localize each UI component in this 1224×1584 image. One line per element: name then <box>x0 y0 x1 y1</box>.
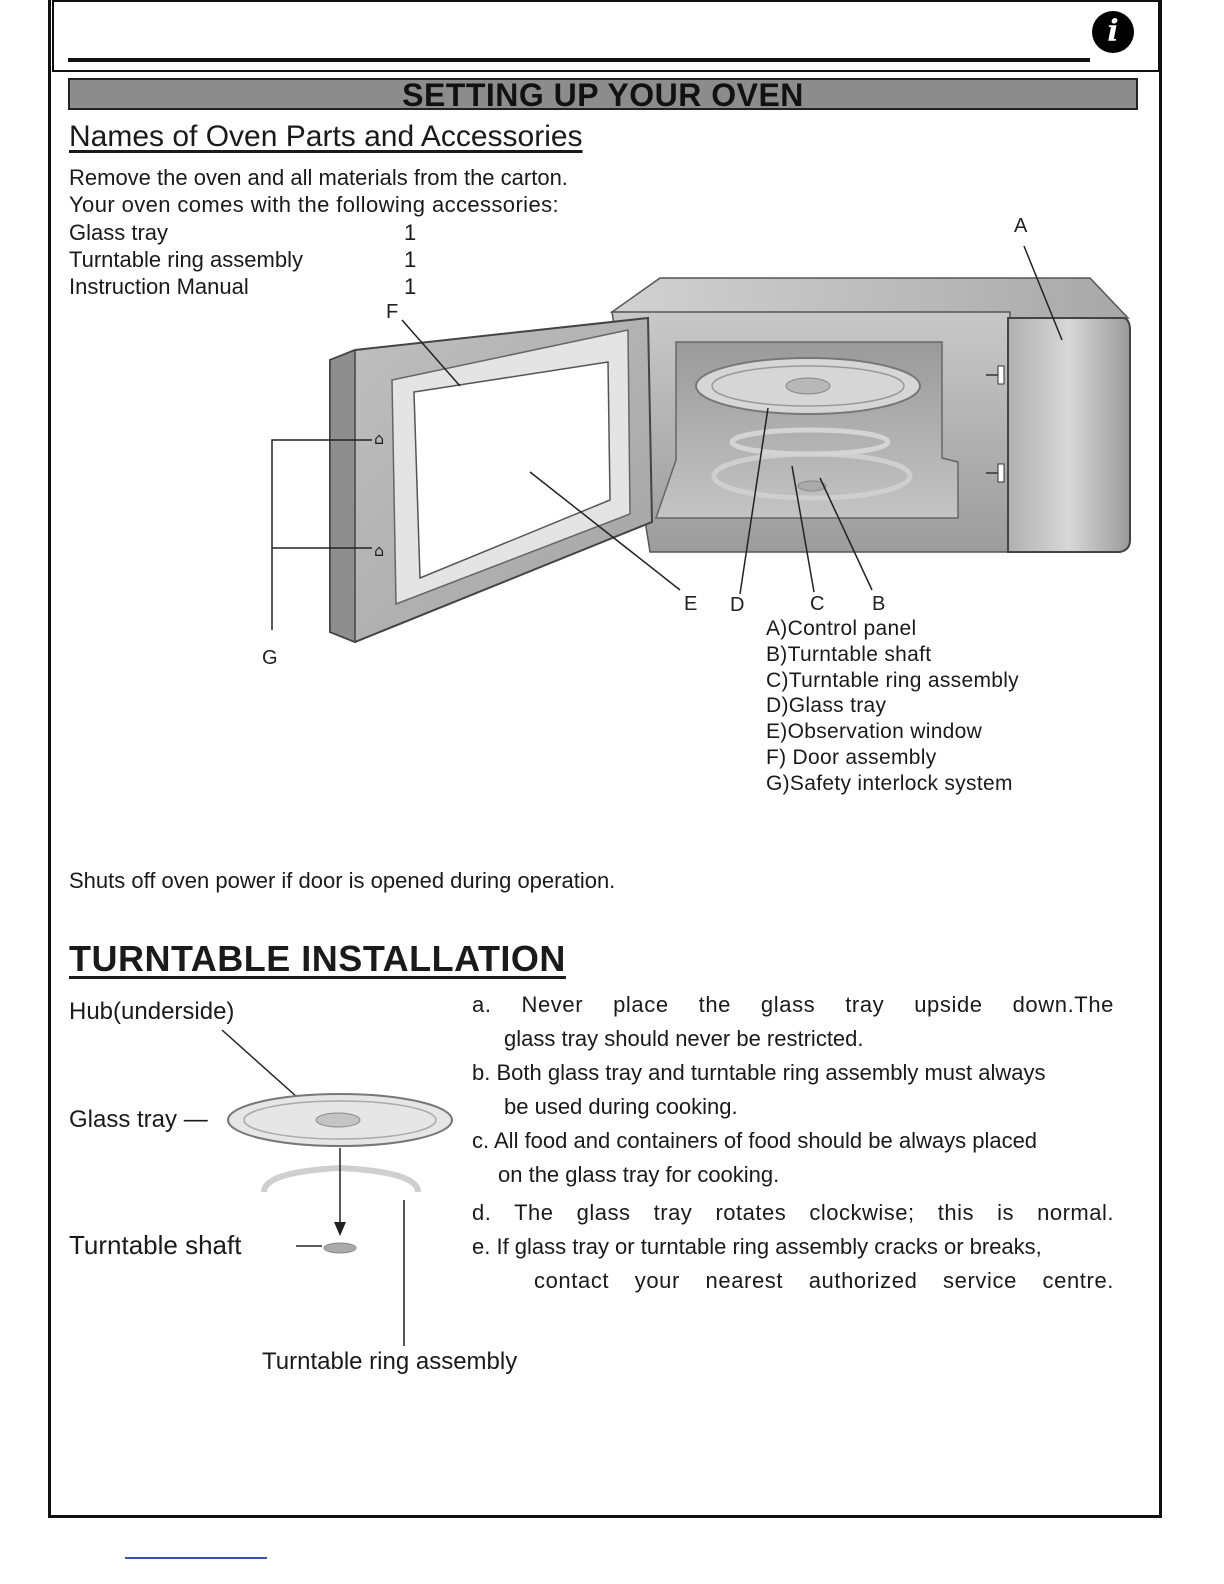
label-c: C <box>810 593 825 615</box>
parts-heading: Names of Oven Parts and Accessories <box>69 120 583 153</box>
legend-item: E)Observation window <box>766 720 983 744</box>
turntable-shaft-label: Turntable shaft <box>69 1230 242 1260</box>
legend-item: A)Control panel <box>766 617 917 640</box>
turntable-ring-label: Turntable ring assembly <box>262 1348 518 1375</box>
accessory-name: Instruction Manual <box>69 274 249 299</box>
accessory-qty: 1 <box>404 247 417 272</box>
turntable-shaft-shape <box>324 1243 356 1253</box>
svg-text:⌂: ⌂ <box>374 429 385 448</box>
instruction-line: a. Never place the glass tray upside down.The <box>472 992 1114 1017</box>
svg-text:⌂: ⌂ <box>374 541 385 560</box>
hub-label: Hub(underside) <box>69 998 235 1025</box>
turntable-heading: TURNTABLE INSTALLATION <box>69 938 566 979</box>
turntable-ring-shape <box>264 1168 418 1192</box>
label-a: A <box>1014 215 1028 237</box>
accessory-name: Glass tray <box>69 220 169 245</box>
footer-link-line <box>125 1557 267 1559</box>
label-b: B <box>872 593 886 615</box>
legend-item: F) Door assembly <box>766 745 937 769</box>
label-e: E <box>684 593 698 615</box>
intro-line: Your oven comes with the following accessories: <box>69 192 560 217</box>
accessory-name: Turntable ring assembly <box>69 247 303 272</box>
instruction-line: d. The glass tray rotates clockwise; this is normal. <box>472 1200 1114 1225</box>
instruction-line: contact your nearest authorized service centre. <box>534 1268 1114 1293</box>
accessory-qty: 1 <box>404 274 417 299</box>
label-d: D <box>730 594 745 616</box>
control-panel <box>1008 318 1130 552</box>
turntable-instructions <box>472 990 1114 1300</box>
interlock-note: Shuts off oven power if door is opened during operation. <box>69 868 616 893</box>
turntable-diagram <box>0 990 470 1390</box>
instruction-line: e. If glass tray or turntable ring assembly cracks or breaks, <box>472 1234 1042 1259</box>
instruction-line: on the glass tray for cooking. <box>498 1162 780 1187</box>
label-f: F <box>386 301 399 323</box>
instruction-line: glass tray should never be restricted. <box>504 1026 864 1051</box>
instruction-line: b. Both glass tray and turntable ring assembly must always <box>472 1060 1046 1085</box>
legend-item: B)Turntable shaft <box>766 642 932 666</box>
section-title: SETTING UP YOUR OVEN <box>68 78 1138 110</box>
accessory-qty: 1 <box>404 220 417 245</box>
glass-tray-label: Glass tray — <box>69 1106 208 1133</box>
legend-item: G)Safety interlock system <box>766 771 1013 795</box>
info-icon: i <box>1092 11 1134 53</box>
legend-item: C)Turntable ring assembly <box>766 668 1019 692</box>
label-g: G <box>262 647 278 669</box>
parts-legend <box>766 616 1019 797</box>
legend-item: D)Glass tray <box>766 694 887 718</box>
instruction-line: be used during cooking. <box>504 1094 738 1119</box>
oven-diagram <box>0 0 1224 700</box>
instruction-line: c. All food and containers of food should be always placed <box>472 1128 1038 1153</box>
intro-line: Remove the oven and all materials from the carton. <box>69 165 568 190</box>
